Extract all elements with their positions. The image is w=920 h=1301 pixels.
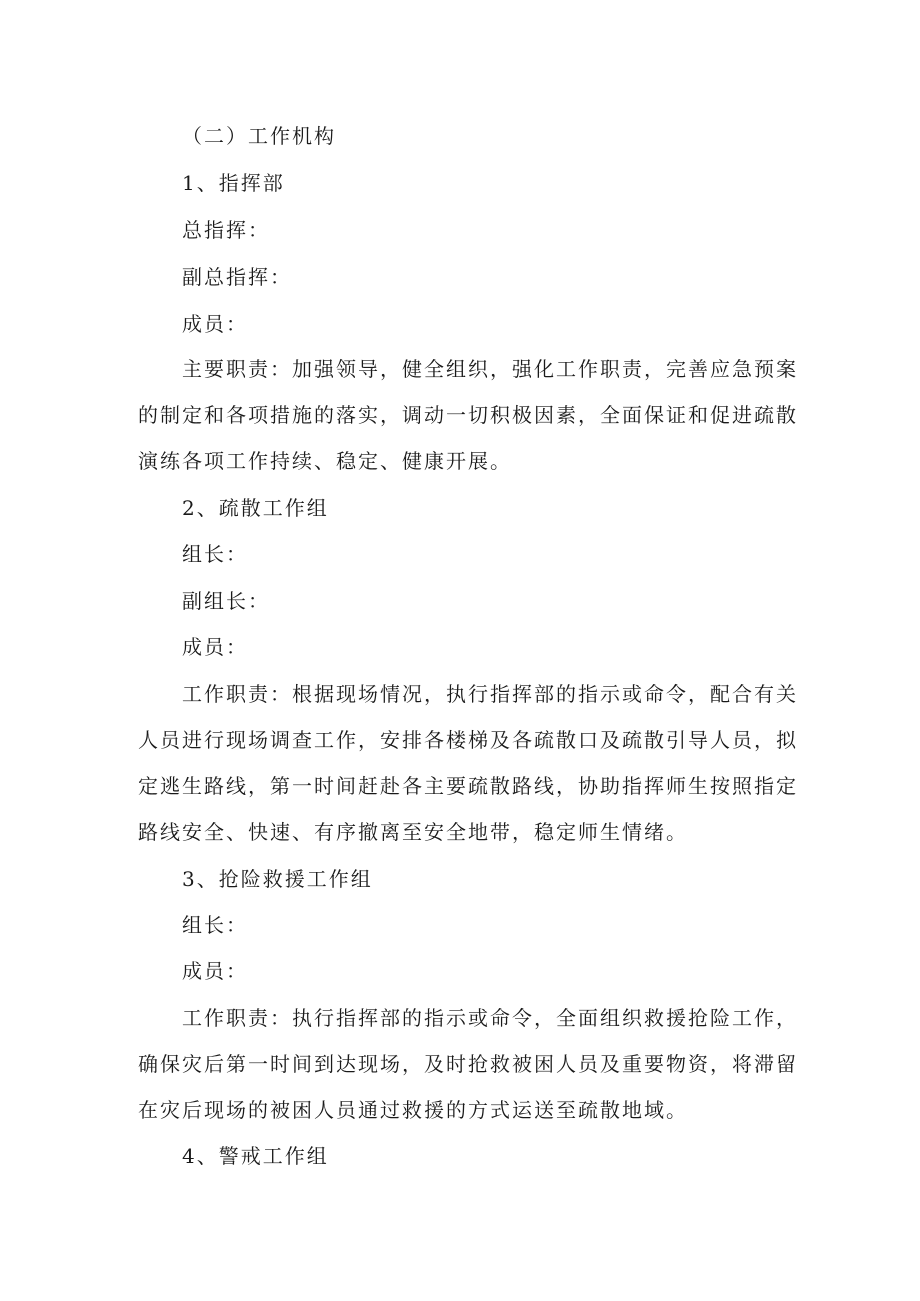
block-3-title: 3、抢险救援工作组 [182, 867, 373, 891]
block-3-field-members: 成员： [182, 959, 248, 983]
block-1-field-deputy-commander: 副总指挥： [182, 265, 292, 289]
block-2-duty-line-4: 路线安全、快速、有序撤离至安全地带，稳定师生情绪。 [138, 820, 688, 844]
block-3-duty-line-2: 确保灾后第一时间到达现场，及时抢救被困人员及重要物资，将滞留 [138, 1052, 798, 1076]
block-2-duty-line-1: 工作职责：根据现场情况，执行指挥部的指示或命令，配合有关 [182, 682, 798, 706]
block-1-field-members: 成员： [182, 312, 248, 336]
block-1-duty-line-1: 主要职责：加强领导，健全组织，强化工作职责，完善应急预案 [182, 357, 798, 381]
block-1-title: 1、指挥部 [182, 171, 285, 195]
block-1-duty-line-3: 演练各项工作持续、稳定、健康开展。 [138, 449, 512, 473]
block-1-field-commander: 总指挥： [182, 218, 270, 242]
block-4-title: 4、警戒工作组 [182, 1144, 329, 1168]
block-2-duty-line-3: 定逃生路线，第一时间赶赴各主要疏散路线，协助指挥师生按照指定 [138, 774, 798, 798]
block-2-title: 2、疏散工作组 [182, 496, 329, 520]
block-3-duty-line-3: 在灾后现场的被困人员通过救援的方式运送至疏散地域。 [138, 1098, 688, 1122]
block-1-duty-line-2: 的制定和各项措施的落实，调动一切积极因素，全面保证和促进疏散 [138, 403, 798, 427]
block-3-field-leader: 组长： [182, 913, 248, 937]
section-heading: （二）工作机构 [182, 124, 336, 148]
block-2-field-deputy-leader: 副组长： [182, 589, 270, 613]
block-2-field-leader: 组长： [182, 542, 248, 566]
block-2-duty-line-2: 人员进行现场调查工作，安排各楼梯及各疏散口及疏散引导人员，拟 [138, 728, 798, 752]
block-3-duty-line-1: 工作职责：执行指挥部的指示或命令，全面组织救援抢险工作， [182, 1006, 798, 1030]
block-2-field-members: 成员： [182, 635, 248, 659]
